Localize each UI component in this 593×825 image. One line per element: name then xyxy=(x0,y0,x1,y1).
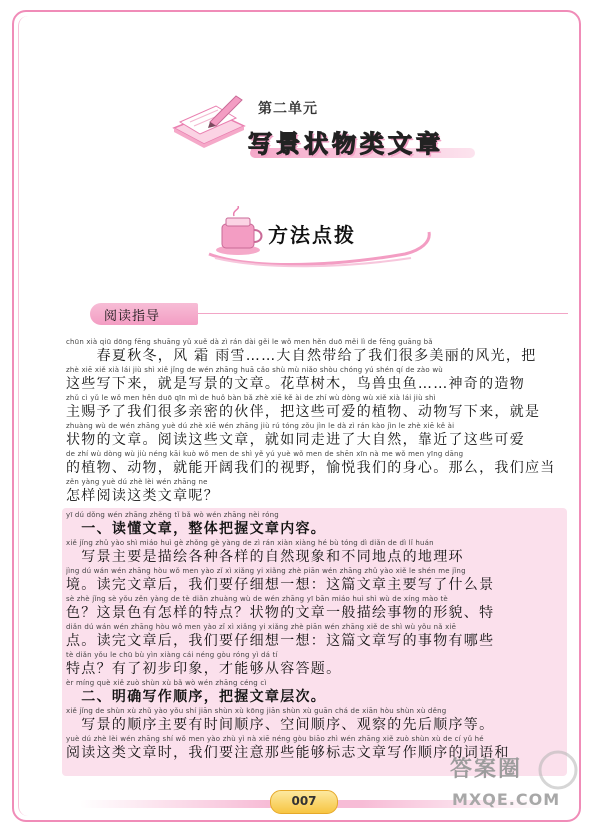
text-line xyxy=(66,706,566,734)
pinyin-line: sè zhè jǐng sè yǒu zěn yàng de tè diǎn zhuàng wù de wén zhāng yī bān miáo huì shì wù de xíng mào tè xyxy=(66,595,448,603)
page-number-badge xyxy=(270,790,338,814)
teacup-icon xyxy=(210,206,270,258)
intro-paragraph xyxy=(66,337,566,505)
hanzi-line: 写景的顺序主要有时间顺序、空间顺序、观察的先后顺序等。 xyxy=(66,717,495,733)
pinyin-line: èr míng què xiě zuò shùn xù bǎ wò wén zhāng céng cì xyxy=(66,679,267,687)
text-line xyxy=(66,650,566,678)
heading-line xyxy=(66,510,566,538)
hanzi-line: 点。读完文章后，我们要仔细想一想：这篇文章写的事物有哪些 xyxy=(66,633,495,649)
hanzi-line: 写景主要是描绘各种各样的自然现象和不同地点的地理环 xyxy=(66,549,464,565)
pinyin-line: xiě jǐng zhǔ yào shì miáo huì gè zhǒng gè yàng de zì rán xiàn xiàng hé bù tóng dì diǎn de dì lǐ huán xyxy=(66,539,434,547)
pinyin-line: jìng dú wán wén zhāng hòu wǒ men yào zǐ xì xiǎng yi xiǎng zhè piān wén zhāng zhǔ yào xiě le shén me jǐng xyxy=(66,567,466,575)
pinyin-line: zěn yàng yuè dú zhè lèi wén zhāng ne xyxy=(66,478,208,486)
hanzi-line: 的植物、动物，就能开阔我们的视野，愉悦我们的身心。那么，我们应当 xyxy=(66,460,556,476)
text-line xyxy=(66,421,566,449)
hanzi-line: 怎样阅读这类文章呢？ xyxy=(66,488,219,504)
pinyin-line: zhuàng wù de wén zhāng yuè dú zhè xiē wén zhāng jiù rú tóng zǒu jìn le dà zì rán kào jìn le zhè xiē kě ài xyxy=(66,422,455,430)
text-line xyxy=(66,622,566,650)
section-divider xyxy=(198,313,568,314)
text-line xyxy=(66,449,566,477)
heading-two: 二、明确写作顺序，把握文章层次。 xyxy=(66,689,327,705)
unit-title: 写景状物类文章 xyxy=(248,130,444,158)
hanzi-line: 特点？有了初步印象，才能够从容答题。 xyxy=(66,661,342,677)
section-tab xyxy=(90,303,198,325)
pinyin-line: tè diǎn yǒu le chū bù yìn xiàng cái néng gòu róng yì dá tí xyxy=(66,651,278,659)
watermark-url: MXQE.COM xyxy=(452,790,561,809)
text-line xyxy=(66,538,566,566)
text-line xyxy=(66,594,566,622)
unit-label: 第二单元 xyxy=(258,101,318,117)
section-tab-label: 阅读指导 xyxy=(104,309,161,324)
text-line xyxy=(66,393,566,421)
pinyin-line: xiě jǐng de shùn xù zhǔ yào yǒu shí jiān shùn xù kōng jiān shùn xù guān chá de xiān hòu shùn xù děng xyxy=(66,707,447,715)
pinyin-line: chūn xià qiū dōng fēng shuāng yǔ xuě dà zì rán dài gěi le wǒ men hěn duō měi lì de fēng guāng bǎ xyxy=(66,338,433,346)
guidance-paragraph xyxy=(66,510,566,762)
pinyin-line: zhè xiē xiě xià lái jiù shì xiě jǐng de wén zhāng huā cǎo shù mù niǎo shòu chóng yú shén qí de zào wù xyxy=(66,366,443,374)
hanzi-line: 状物的文章。阅读这些文章，就如同走进了大自然，靠近了这些可爱 xyxy=(66,432,525,448)
pinyin-line: yuè dú zhè lèi wén zhāng shí wǒ men yào zhù yì nà xiē néng gòu biāo zhì wén zhāng xiě zuò shùn xù de cí yǔ hé xyxy=(66,735,484,743)
hanzi-line: 主赐予了我们很多亲密的伙伴，把这些可爱的植物、动物写下来，就是 xyxy=(66,404,541,420)
book-pencil-icon xyxy=(170,92,248,156)
pinyin-line: yī dú dǒng wén zhāng zhěng tǐ bǎ wò wén zhāng nèi róng xyxy=(66,511,279,519)
method-title: 方法点拨 xyxy=(268,223,356,247)
hanzi-line: 阅读这类文章时，我们要注意那些能够标志文章写作顺序的词语和 xyxy=(66,745,510,761)
pinyin-line: de zhí wù dòng wù jiù néng kāi kuò wǒ men de shì yě yú yuè wǒ men de shēn xīn nà me wǒ men yīng dāng xyxy=(66,450,464,458)
heading-line xyxy=(66,678,566,706)
pinyin-line: diǎn dú wán wén zhāng hòu wǒ men yào zǐ xì xiǎng yi xiǎng zhè piān wén zhāng xiě de shì wù yǒu nǎ xiē xyxy=(66,623,457,631)
page-number: 007 xyxy=(291,794,317,808)
text-line xyxy=(66,337,566,365)
pinyin-line: zhǔ cì yǔ le wǒ men hěn duō qīn mì de huǒ bàn bǎ zhè xiē kě ài de zhí wù dòng wù xiě xià lái jiù shì xyxy=(66,394,436,402)
text-line xyxy=(66,365,566,393)
heading-one: 一、读懂文章，整体把握文章内容。 xyxy=(66,521,327,537)
hanzi-line: 境。读完文章后，我们要仔细想一想：这篇文章主要写了什么景 xyxy=(66,577,495,593)
hanzi-line: 这些写下来，就是写景的文章。花草树木，鸟兽虫鱼……神奇的造物 xyxy=(66,376,525,392)
hanzi-line: 色？这景色有怎样的特点？状物的文章一般描绘事物的形貌、特 xyxy=(66,605,495,621)
text-line xyxy=(66,566,566,594)
watermark-text: 答案圈 xyxy=(450,757,523,782)
text-line xyxy=(66,477,566,505)
hanzi-line: 春夏秋冬，风 霜 雨雪……大自然带给了我们很多美丽的风光，把 xyxy=(66,348,537,364)
